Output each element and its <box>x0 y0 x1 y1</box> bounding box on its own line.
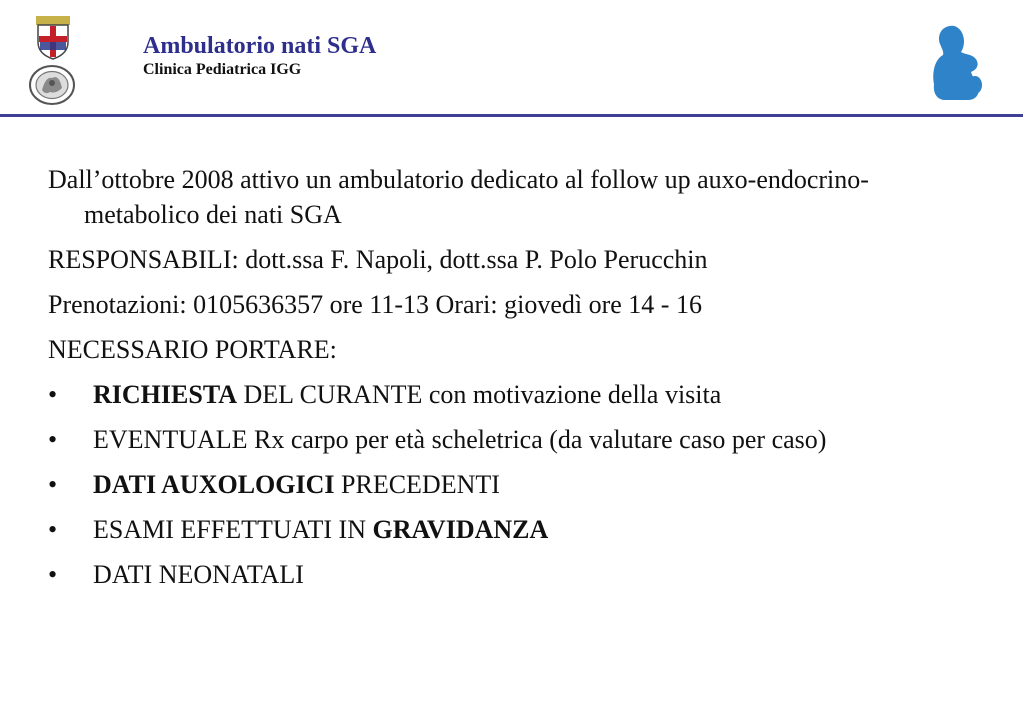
bullet-text: EVENTUALE Rx carpo per età scheletrica (da valutare caso per caso) <box>93 425 827 454</box>
header-divider <box>0 114 1023 117</box>
slide-body <box>48 162 978 602</box>
bullet-icon: • <box>48 380 58 409</box>
list-item <box>48 557 978 592</box>
bullet-icon: • <box>48 515 58 544</box>
bullet-text: PRECEDENTI <box>334 470 500 499</box>
bullet-bold-text: DATI AUXOLOGICI <box>93 470 335 499</box>
bullet-text: DEL CURANTE con motivazione della visita <box>237 380 722 409</box>
bullet-text: DATI NEONATALI <box>93 560 304 589</box>
slide-header <box>0 0 1023 118</box>
list-item <box>48 467 978 502</box>
list-item <box>48 377 978 412</box>
bullet-text: ESAMI EFFETTUATI IN <box>93 515 373 544</box>
bullet-bold-text: GRAVIDANZA <box>372 515 549 544</box>
bullet-bold-text: RICHIESTA <box>93 380 238 409</box>
responsabili-line: RESPONSABILI: dott.ssa F. Napoli, dott.ssa P. Polo Perucchin <box>48 245 708 274</box>
list-item <box>48 422 978 457</box>
child-silhouette-icon <box>926 22 986 102</box>
bullet-icon: • <box>48 470 58 499</box>
bullet-icon: • <box>48 425 58 454</box>
bullet-icon: • <box>48 560 58 589</box>
necessario-heading: NECESSARIO PORTARE: <box>48 335 337 364</box>
prenotazioni-line: Prenotazioni: 0105636357 ore 11-13 Orari: giovedì ore 14 - 16 <box>48 290 702 319</box>
app-title: Ambulatorio nati SGA <box>143 33 377 59</box>
intro-paragraph: Dall’ottobre 2008 attivo un ambulatorio dedicato al follow up auxo-endocrino-metabolico dei nati SGA <box>48 165 869 229</box>
university-seal-icon <box>28 64 76 106</box>
city-crest-icon <box>34 16 72 60</box>
required-items-list <box>48 377 978 592</box>
app-subtitle: Clinica Pediatrica IGG <box>143 61 302 78</box>
list-item <box>48 512 978 547</box>
